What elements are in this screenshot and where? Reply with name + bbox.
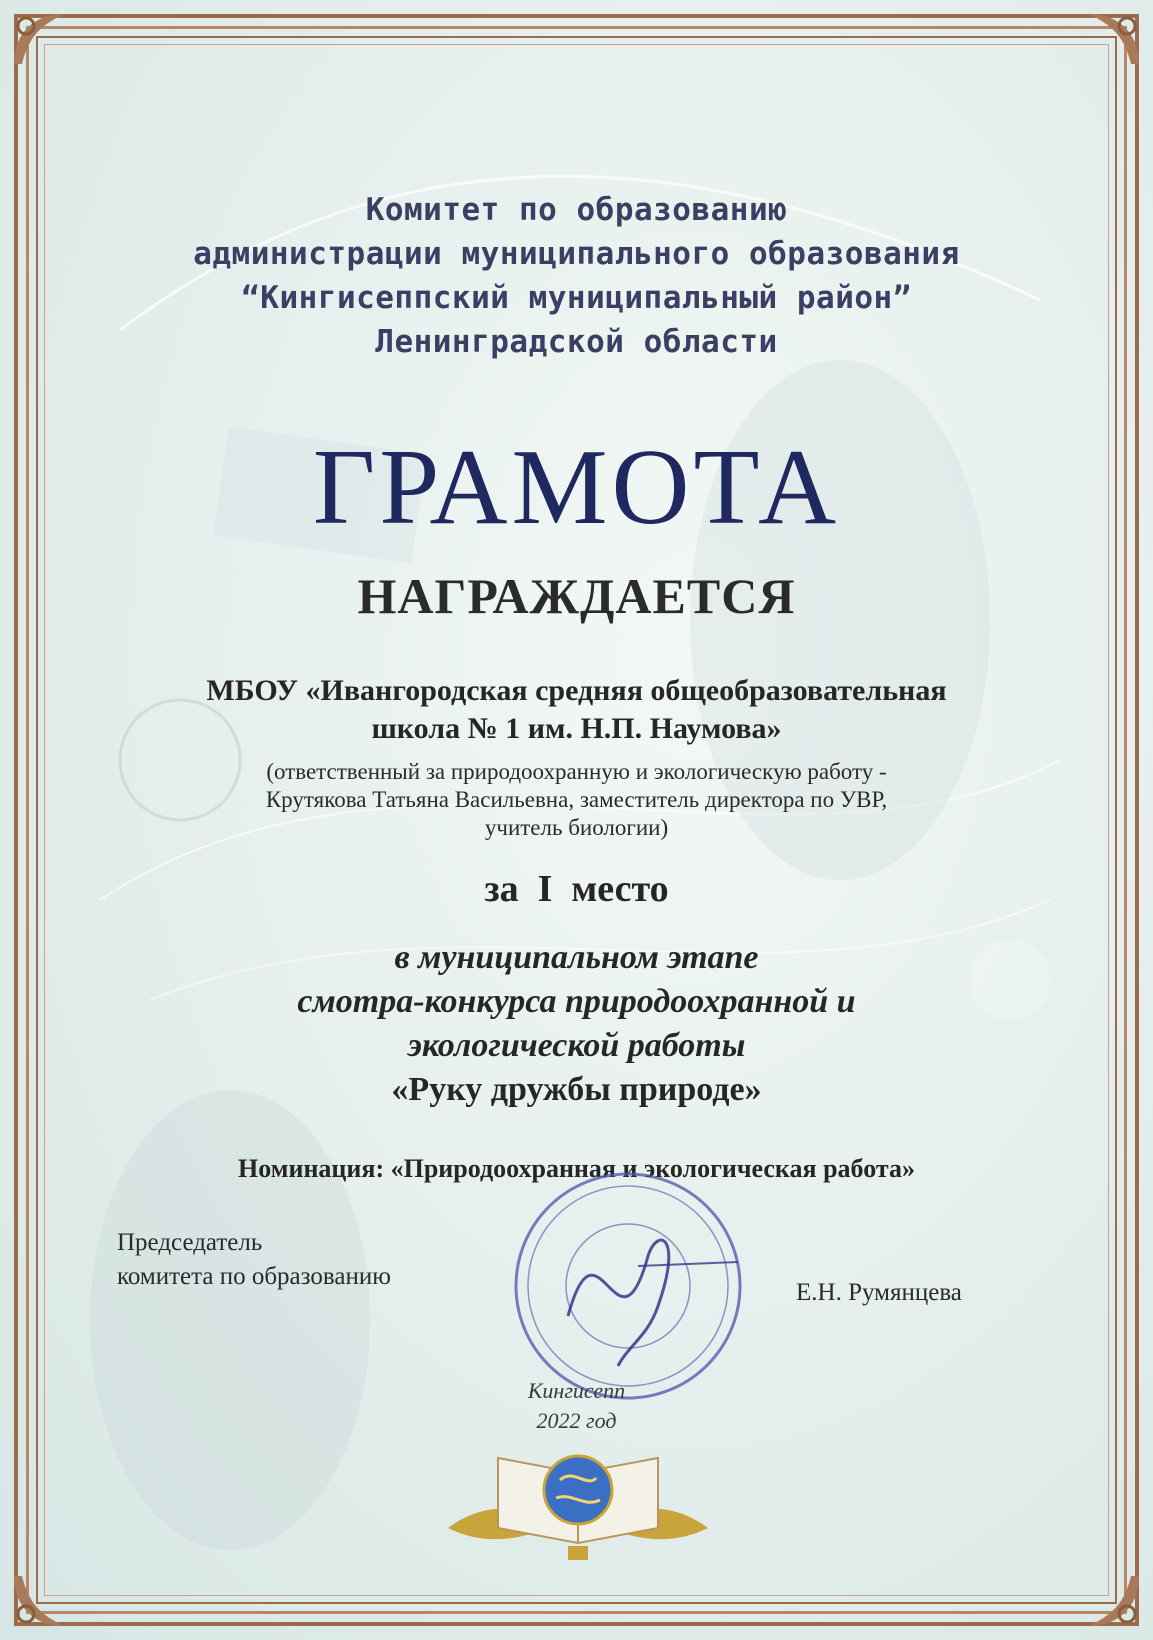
recipient-school (0, 672, 1153, 748)
nomination: Номинация: «Природоохранная и экологическая работа» (238, 1154, 915, 1183)
role-line: комитета по образованию (117, 1263, 391, 1290)
stage-line: в муниципальном этапе (394, 939, 759, 976)
corner-ornament-icon (1079, 4, 1149, 74)
seal-stamp-icon (508, 1166, 748, 1406)
responsible-line: (ответственный за природоохранную и экологическую работу - (266, 759, 887, 784)
org-line: Ленинградской области (375, 324, 778, 360)
contest-name: «Руку дружбы природе» (391, 1071, 762, 1108)
stage-line: экологической работы (407, 1027, 746, 1064)
place-and-date (0, 1376, 1153, 1436)
responsible-line: учитель биологии) (484, 815, 669, 840)
responsible-line: Крутякова Татьяна Васильевна, заместитель директора по УВР, (265, 787, 888, 812)
year: 2022 год (536, 1408, 617, 1433)
recipient-line: школа № 1 им. Н.П. Наумова» (371, 712, 782, 745)
stage-line: смотра-конкурса природоохранной и (297, 983, 856, 1020)
recipient-line: МБОУ «Ивангородская средняя общеобразовательная (206, 674, 947, 707)
certificate-title: ГРАМОТА (312, 428, 841, 547)
issuing-organization (0, 188, 1153, 364)
awarded-heading: НАГРАЖДАЕТСЯ (357, 568, 796, 624)
org-line: Комитет по образованию (365, 192, 788, 228)
globe-book-emblem-icon (428, 1428, 728, 1578)
city: Кингисепп (527, 1378, 626, 1403)
corner-ornament-icon (4, 1566, 74, 1636)
responsible-person (0, 758, 1153, 842)
place-award: за I место (484, 868, 669, 910)
signer-role (117, 1226, 391, 1294)
corner-ornament-icon (4, 4, 74, 74)
signer-name: Е.Н. Румянцева (796, 1279, 962, 1306)
org-line: администрации муниципального образования (193, 236, 960, 272)
org-line: “Кингисеппский муниципальный район” (241, 280, 912, 316)
corner-ornament-icon (1079, 1566, 1149, 1636)
role-line: Председатель (117, 1229, 263, 1256)
competition-stage (0, 936, 1153, 1068)
